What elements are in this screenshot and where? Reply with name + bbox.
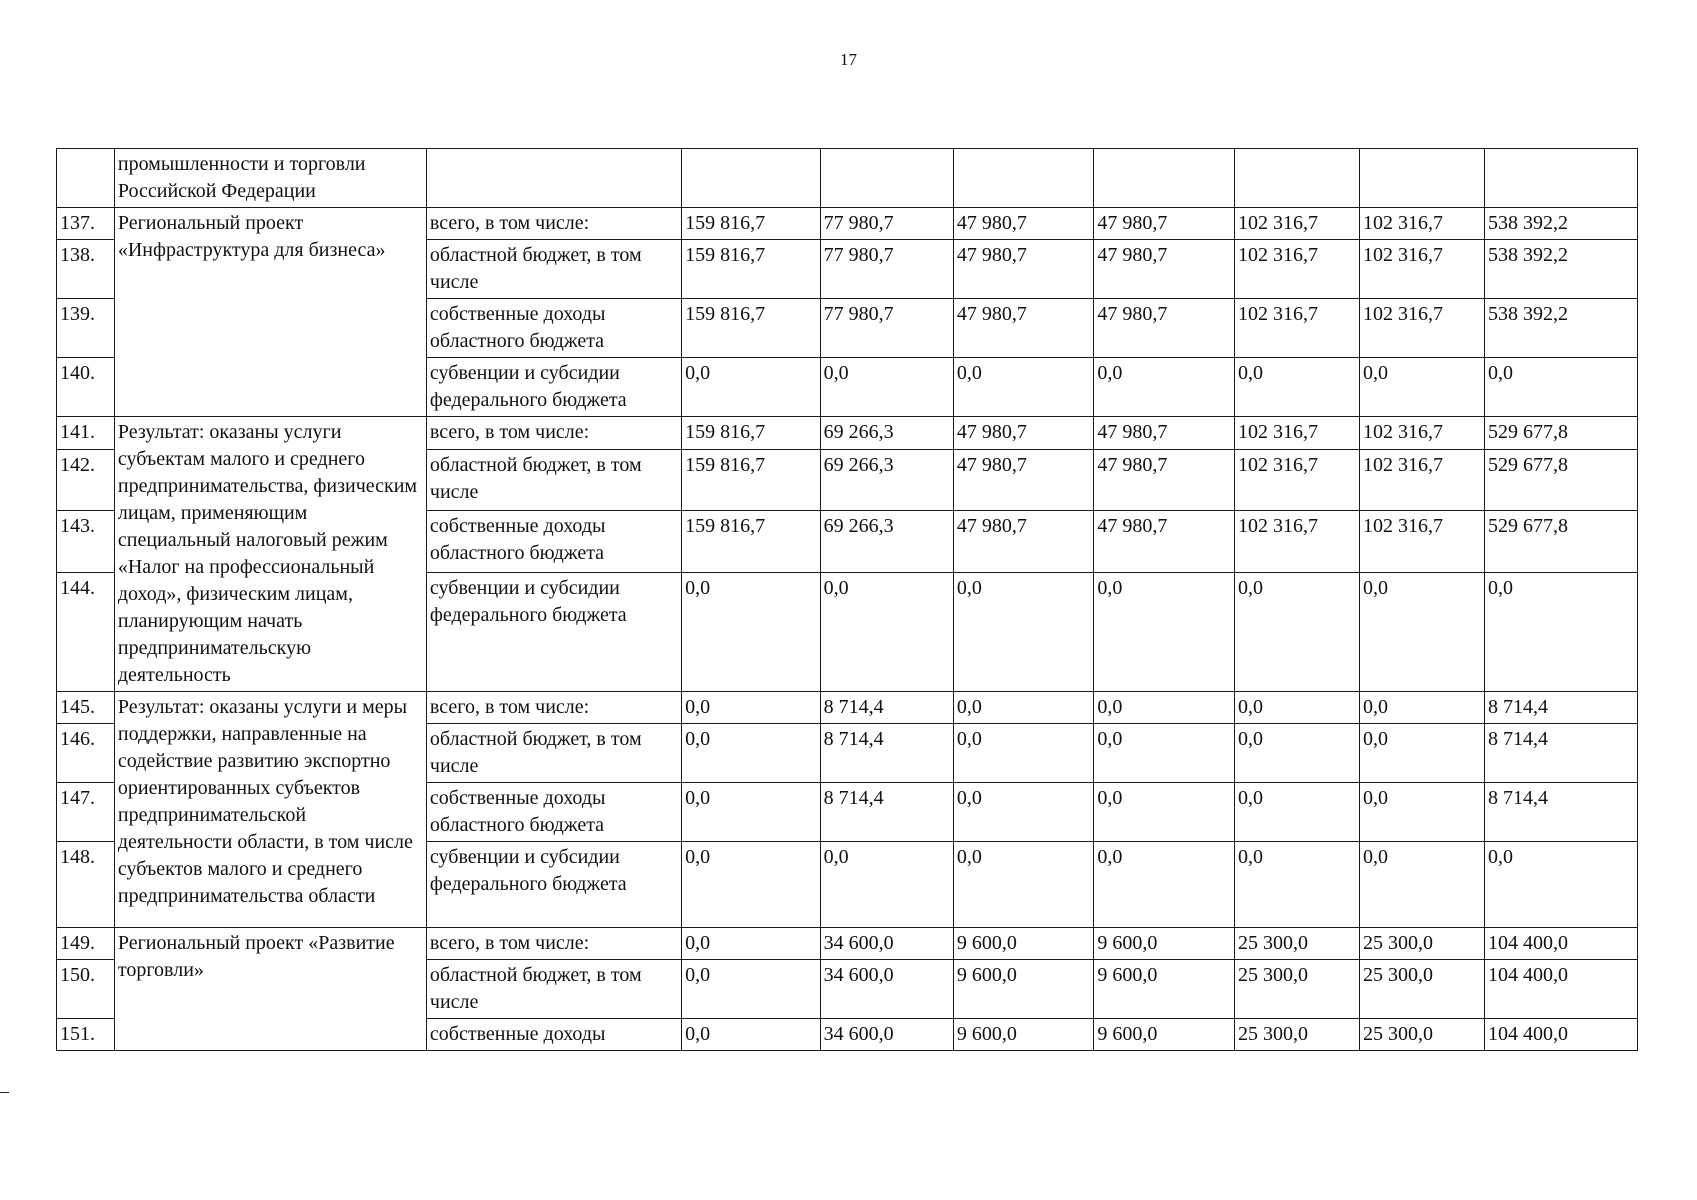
value-cell: 0,0 xyxy=(1094,842,1235,928)
value-cell: 25 300,0 xyxy=(1359,928,1484,960)
table-row xyxy=(57,208,1638,240)
value-cell: 0,0 xyxy=(1359,358,1484,417)
row-number-cell: 142. xyxy=(57,450,115,511)
value-cell: 25 300,0 xyxy=(1234,1019,1359,1051)
value-cell: 47 980,7 xyxy=(1094,240,1235,299)
value-cell: 34 600,0 xyxy=(820,1019,953,1051)
funding-type-cell: областной бюджет, в том числе xyxy=(426,960,681,1019)
value-cell: 102 316,7 xyxy=(1234,240,1359,299)
value-cell: 102 316,7 xyxy=(1359,450,1484,511)
value-cell: 47 980,7 xyxy=(1094,208,1235,240)
funding-type-cell: областной бюджет, в том числе xyxy=(426,724,681,783)
value-cell: 9 600,0 xyxy=(1094,928,1235,960)
budget-table xyxy=(56,148,1638,1051)
value-cell: 8 714,4 xyxy=(820,692,953,724)
row-number-cell: 141. xyxy=(57,417,115,450)
funding-type-cell: субвенции и субсидии федерального бюджета xyxy=(426,842,681,928)
table-row xyxy=(57,928,1638,960)
value-cell: 102 316,7 xyxy=(1234,417,1359,450)
value-cell: 0,0 xyxy=(1359,783,1484,842)
value-cell: 0,0 xyxy=(682,692,820,724)
value-cell: 104 400,0 xyxy=(1485,928,1638,960)
value-cell: 102 316,7 xyxy=(1359,417,1484,450)
value-cell: 0,0 xyxy=(1094,783,1235,842)
value-cell: 0,0 xyxy=(1234,783,1359,842)
value-cell: 0,0 xyxy=(820,572,953,691)
value-cell: 0,0 xyxy=(1094,572,1235,691)
value-cell: 25 300,0 xyxy=(1234,928,1359,960)
value-cell xyxy=(1485,149,1638,208)
value-cell: 529 677,8 xyxy=(1485,450,1638,511)
value-cell: 529 677,8 xyxy=(1485,511,1638,572)
continuation-row xyxy=(57,149,1638,208)
value-cell: 159 816,7 xyxy=(682,240,820,299)
value-cell: 0,0 xyxy=(1485,572,1638,691)
value-cell: 102 316,7 xyxy=(1234,299,1359,358)
page-number: 17 xyxy=(840,50,857,69)
value-cell: 8 714,4 xyxy=(1485,783,1638,842)
funding-type-cell: всего, в том числе: xyxy=(426,928,681,960)
value-cell: 529 677,8 xyxy=(1485,417,1638,450)
value-cell: 538 392,2 xyxy=(1485,208,1638,240)
value-cell: 9 600,0 xyxy=(953,960,1094,1019)
value-cell: 0,0 xyxy=(820,842,953,928)
row-number-cell: 137. xyxy=(57,208,115,240)
value-cell: 0,0 xyxy=(682,572,820,691)
value-cell: 0,0 xyxy=(1359,842,1484,928)
row-number-cell: 144. xyxy=(57,572,115,691)
description-cell: Результат: оказаны услуги и меры поддержки, направленные на содействие развитию экспортно ориентированных субъектов предпринимательской деятельности области, в том числе субъектов малого и среднего предпринимательства области xyxy=(114,692,426,928)
funding-type-cell: всего, в том числе: xyxy=(426,208,681,240)
value-cell: 102 316,7 xyxy=(1359,511,1484,572)
value-cell: 34 600,0 xyxy=(820,960,953,1019)
value-cell: 47 980,7 xyxy=(953,511,1094,572)
value-cell: 8 714,4 xyxy=(1485,724,1638,783)
row-number-cell: 148. xyxy=(57,842,115,928)
value-cell: 0,0 xyxy=(682,960,820,1019)
value-cell: 538 392,2 xyxy=(1485,240,1638,299)
row-number-cell: 140. xyxy=(57,358,115,417)
value-cell: 47 980,7 xyxy=(953,208,1094,240)
funding-type-cell: областной бюджет, в том числе xyxy=(426,450,681,511)
value-cell: 47 980,7 xyxy=(1094,511,1235,572)
value-cell: 0,0 xyxy=(1359,692,1484,724)
value-cell: 69 266,3 xyxy=(820,450,953,511)
value-cell: 47 980,7 xyxy=(1094,417,1235,450)
value-cell: 0,0 xyxy=(682,1019,820,1051)
value-cell: 0,0 xyxy=(1234,724,1359,783)
value-cell: 77 980,7 xyxy=(820,299,953,358)
value-cell: 8 714,4 xyxy=(1485,692,1638,724)
value-cell: 0,0 xyxy=(953,724,1094,783)
row-number-cell: 149. xyxy=(57,928,115,960)
row-number-cell xyxy=(57,149,115,208)
value-cell: 47 980,7 xyxy=(953,417,1094,450)
value-cell xyxy=(953,149,1094,208)
value-cell: 77 980,7 xyxy=(820,208,953,240)
value-cell: 102 316,7 xyxy=(1359,299,1484,358)
funding-type-cell: областной бюджет, в том числе xyxy=(426,240,681,299)
value-cell: 0,0 xyxy=(1234,358,1359,417)
value-cell: 0,0 xyxy=(1234,692,1359,724)
value-cell: 102 316,7 xyxy=(1359,240,1484,299)
funding-type-cell: собственные доходы областного бюджета xyxy=(426,511,681,572)
row-number-cell: 151. xyxy=(57,1019,115,1051)
funding-type-cell: субвенции и субсидии федерального бюджета xyxy=(426,358,681,417)
value-cell: 159 816,7 xyxy=(682,511,820,572)
value-cell: 104 400,0 xyxy=(1485,1019,1638,1051)
value-cell: 25 300,0 xyxy=(1359,960,1484,1019)
value-cell: 47 980,7 xyxy=(953,240,1094,299)
table-body xyxy=(57,149,1638,1051)
funding-type-cell: субвенции и субсидии федерального бюджета xyxy=(426,572,681,691)
value-cell: 0,0 xyxy=(682,928,820,960)
value-cell: 77 980,7 xyxy=(820,240,953,299)
value-cell: 159 816,7 xyxy=(682,450,820,511)
value-cell: 34 600,0 xyxy=(820,928,953,960)
description-cell: Результат: оказаны услуги субъектам малого и среднего предпринимательства, физическим лицам, применяющим специальный налоговый режим «Налог на профессиональный доход», физическим лицам, планирующим начать предпринимательскую деятельность xyxy=(114,417,426,692)
value-cell: 159 816,7 xyxy=(682,417,820,450)
funding-type-cell: собственные доходы xyxy=(426,1019,681,1051)
value-cell xyxy=(1094,149,1235,208)
value-cell: 0,0 xyxy=(953,358,1094,417)
table-row xyxy=(57,417,1638,450)
value-cell: 159 816,7 xyxy=(682,208,820,240)
value-cell: 0,0 xyxy=(1094,724,1235,783)
value-cell: 0,0 xyxy=(953,842,1094,928)
value-cell: 0,0 xyxy=(1485,358,1638,417)
value-cell: 102 316,7 xyxy=(1234,450,1359,511)
row-number-cell: 138. xyxy=(57,240,115,299)
value-cell xyxy=(1359,149,1484,208)
value-cell: 47 980,7 xyxy=(953,299,1094,358)
row-number-cell: 150. xyxy=(57,960,115,1019)
value-cell: 102 316,7 xyxy=(1234,208,1359,240)
value-cell: 9 600,0 xyxy=(953,1019,1094,1051)
funding-type-cell: собственные доходы областного бюджета xyxy=(426,299,681,358)
value-cell: 9 600,0 xyxy=(953,928,1094,960)
funding-type-cell: собственные доходы областного бюджета xyxy=(426,783,681,842)
description-cell: Региональный проект «Инфраструктура для бизнеса» xyxy=(114,208,426,417)
value-cell: 0,0 xyxy=(682,358,820,417)
value-cell: 0,0 xyxy=(1359,572,1484,691)
margin-mark xyxy=(0,1092,9,1093)
value-cell: 0,0 xyxy=(1094,358,1235,417)
value-cell: 0,0 xyxy=(1359,724,1484,783)
value-cell: 0,0 xyxy=(820,358,953,417)
value-cell: 0,0 xyxy=(682,842,820,928)
value-cell: 0,0 xyxy=(1485,842,1638,928)
row-number-cell: 145. xyxy=(57,692,115,724)
value-cell: 0,0 xyxy=(1094,692,1235,724)
value-cell: 0,0 xyxy=(953,783,1094,842)
funding-type-cell xyxy=(426,149,681,208)
value-cell: 102 316,7 xyxy=(1234,511,1359,572)
value-cell xyxy=(682,149,820,208)
value-cell: 69 266,3 xyxy=(820,417,953,450)
table-row xyxy=(57,692,1638,724)
value-cell: 47 980,7 xyxy=(1094,450,1235,511)
value-cell xyxy=(1234,149,1359,208)
value-cell: 0,0 xyxy=(1234,572,1359,691)
row-number-cell: 147. xyxy=(57,783,115,842)
value-cell: 159 816,7 xyxy=(682,299,820,358)
description-cell: промышленности и торговли Российской Федерации xyxy=(114,149,426,208)
value-cell: 8 714,4 xyxy=(820,724,953,783)
row-number-cell: 139. xyxy=(57,299,115,358)
value-cell: 0,0 xyxy=(682,783,820,842)
value-cell: 69 266,3 xyxy=(820,511,953,572)
value-cell xyxy=(820,149,953,208)
value-cell: 9 600,0 xyxy=(1094,1019,1235,1051)
value-cell: 102 316,7 xyxy=(1359,208,1484,240)
value-cell: 47 980,7 xyxy=(953,450,1094,511)
value-cell: 25 300,0 xyxy=(1359,1019,1484,1051)
description-cell: Региональный проект «Развитие торговли» xyxy=(114,928,426,1051)
value-cell: 25 300,0 xyxy=(1234,960,1359,1019)
value-cell: 0,0 xyxy=(682,724,820,783)
value-cell: 8 714,4 xyxy=(820,783,953,842)
value-cell: 0,0 xyxy=(953,692,1094,724)
value-cell: 9 600,0 xyxy=(1094,960,1235,1019)
value-cell: 538 392,2 xyxy=(1485,299,1638,358)
value-cell: 0,0 xyxy=(1234,842,1359,928)
value-cell: 104 400,0 xyxy=(1485,960,1638,1019)
funding-type-cell: всего, в том числе: xyxy=(426,417,681,450)
row-number-cell: 146. xyxy=(57,724,115,783)
row-number-cell: 143. xyxy=(57,511,115,572)
value-cell: 0,0 xyxy=(953,572,1094,691)
value-cell: 47 980,7 xyxy=(1094,299,1235,358)
funding-type-cell: всего, в том числе: xyxy=(426,692,681,724)
